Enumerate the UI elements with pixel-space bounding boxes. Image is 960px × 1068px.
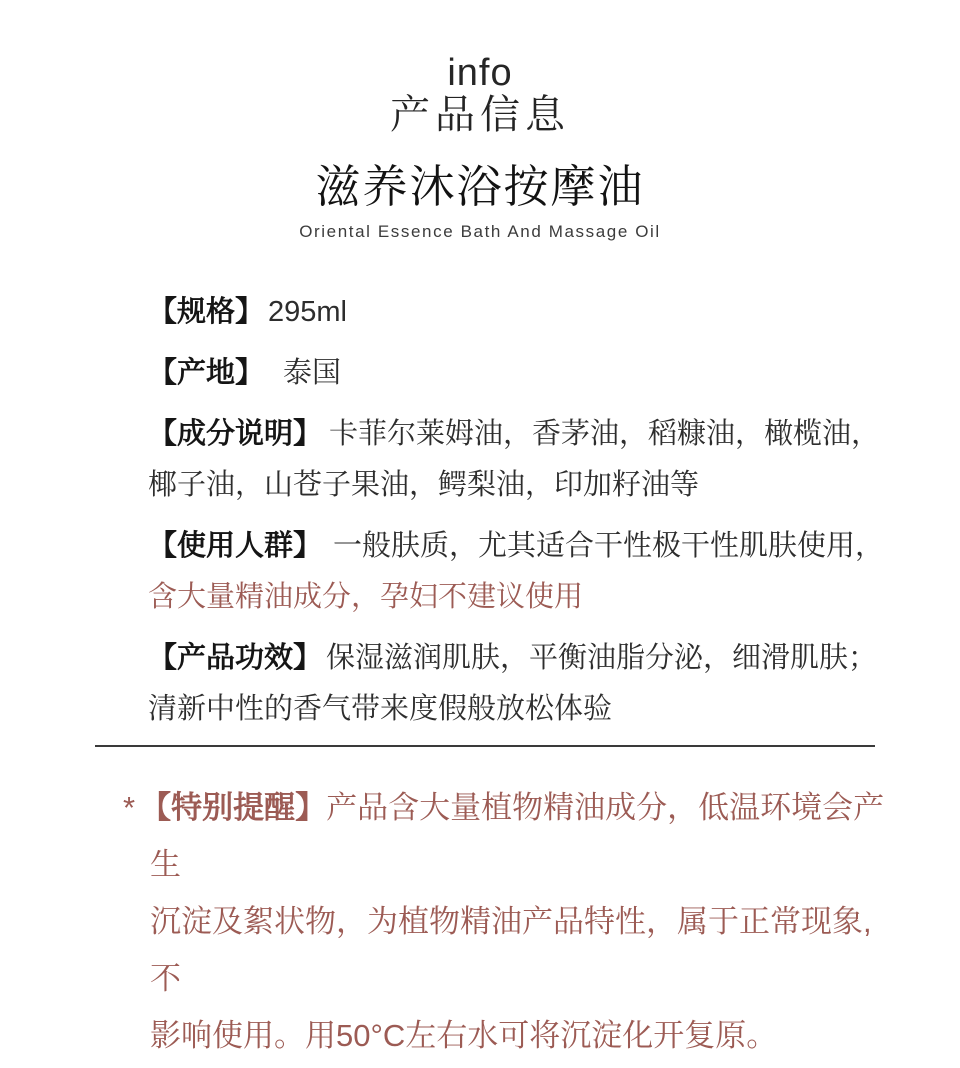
spec-row-origin (148, 348, 893, 399)
special-note-line2: 沉淀及絮状物，为植物精油产品特性，属于正常现象,不 (150, 903, 872, 996)
spec-row-users (148, 521, 893, 623)
spec-efficacy-line1: 保湿滋润肌肤，平衡油脂分泌，细滑肌肤； (326, 641, 878, 674)
section-title: 产品信息 (390, 93, 570, 137)
special-note-label: 【特别提醒】 (140, 789, 327, 825)
special-note-line3: 影响使用。用50°C左右水可将沉淀化开复原。 (150, 1017, 778, 1053)
info-eyebrow: info (447, 52, 513, 94)
product-title: 滋养沐浴按摩油 (315, 161, 645, 212)
spec-row-size (148, 287, 893, 338)
spec-size-value: 295ml (268, 295, 348, 328)
product-specs (0, 242, 960, 735)
divider (95, 745, 875, 747)
spec-users-label: 【使用人群】 (148, 529, 323, 562)
spec-origin-value: 泰国 (283, 356, 342, 389)
spec-ingredients-line1: 卡菲尔莱姆油，香茅油，稻糠油，橄榄油， (329, 417, 881, 450)
spec-users-warning: 含大量精油成分，孕妇不建议使用 (148, 580, 584, 613)
spec-row-efficacy (148, 633, 893, 735)
spec-ingredients-line2: 椰子油，山苍子果油，鳄梨油，印加籽油等 (148, 468, 700, 501)
spec-efficacy-line2: 清新中性的香气带来度假般放松体验 (148, 692, 613, 725)
spec-origin-label: 【产地】 (148, 356, 265, 389)
spec-size-label: 【规格】 (148, 295, 265, 328)
spec-row-ingredients (148, 409, 893, 511)
spec-efficacy-label: 【产品功效】 (148, 641, 323, 674)
header (0, 0, 960, 242)
spec-ingredients-label: 【成分说明】 (148, 417, 323, 450)
special-note-line1: 产品含大量植物精油成分，低温环境会产生 (150, 789, 885, 882)
special-note (123, 779, 895, 1064)
product-subtitle-en: Oriental Essence Bath And Massage Oil (299, 222, 661, 242)
asterisk-marker: * (123, 789, 136, 825)
spec-users-value: 一般肤质，尤其适合干性极干性肌肤使用， (333, 529, 885, 562)
